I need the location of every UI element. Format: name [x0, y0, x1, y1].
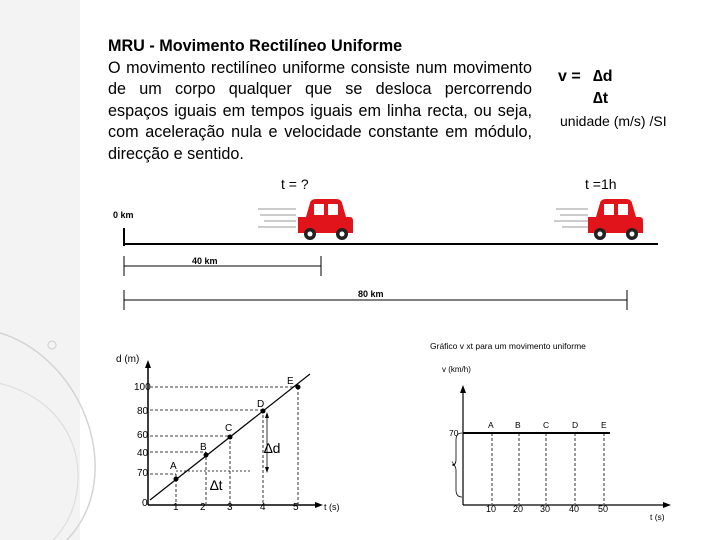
km40-label: 40 km	[192, 256, 218, 266]
chart1-ytick: 0	[142, 498, 148, 509]
chart1-ylabel: d (m)	[116, 354, 140, 365]
chart2-point-label: A	[488, 420, 494, 430]
chart2-xtick: 10	[486, 504, 497, 514]
chart1-ytick: 100	[134, 382, 151, 393]
road-time-end: t =1h	[585, 176, 617, 192]
slide-title: MRU - Movimento Rectilíneo Uniforme	[108, 37, 403, 55]
chart1-xtick: 3	[227, 502, 233, 513]
chart1-xlabel: t (s)	[324, 502, 340, 512]
chart1-point-label: B	[200, 442, 207, 453]
chart1-xtick: 4	[260, 502, 266, 513]
definition-paragraph: O movimento rectilíneo uniforme consiste num movimento de um corpo qualquer que se desloca percorrendo espaços iguais em tempos iguais em linha recta, ou seja, com aceleração nula e velocidade constante em módulo, direcção e sentido.	[108, 58, 532, 163]
chart1-ytick: 80	[137, 406, 149, 417]
formula-unit: unidade (m/s) /SI	[560, 113, 667, 129]
chart1-xtick: 5	[293, 502, 299, 513]
chart2-ytick: v	[452, 458, 457, 468]
km80-label: 80 km	[358, 289, 384, 299]
chart2-point-label: C	[543, 420, 550, 430]
formula-numerator: ∆d	[593, 68, 613, 85]
chart2-xlabel: t (s)	[650, 512, 665, 522]
chart1-ytick: 60	[137, 430, 149, 441]
chart1-point-label: E	[287, 376, 294, 387]
chart2-point-label: D	[572, 420, 579, 430]
chart2-ylabel: v (km/h)	[442, 365, 471, 374]
chart1-xtick: 1	[173, 502, 179, 513]
chart2-point-label: E	[601, 420, 607, 430]
chart1-ytick: 40	[137, 448, 149, 459]
chart2-ytick: 70	[449, 428, 459, 438]
chart2-xtick: 30	[540, 504, 551, 514]
chart2-xtick: 40	[569, 504, 580, 514]
formula-denominator: ∆t	[593, 90, 609, 107]
chart1-point-label: A	[170, 461, 177, 472]
chart1-xtick: 2	[200, 502, 206, 513]
km0-label: 0 km	[113, 210, 134, 220]
chart1-point-label: D	[257, 399, 265, 410]
velocity-symbol: v =	[558, 68, 581, 85]
road-time-start: t = ?	[281, 176, 309, 192]
chart2-xtick: 50	[598, 504, 609, 514]
delta-d-label: ∆d	[264, 440, 281, 456]
chart1-ytick: 70	[137, 468, 149, 479]
chart1-point-label: C	[225, 423, 233, 434]
chart2-title: Gráfico v xt para um movimento uniforme	[430, 341, 586, 351]
delta-t-label: ∆t	[210, 477, 223, 493]
chart2-point-label: B	[515, 420, 521, 430]
chart2-xtick: 20	[513, 504, 524, 514]
